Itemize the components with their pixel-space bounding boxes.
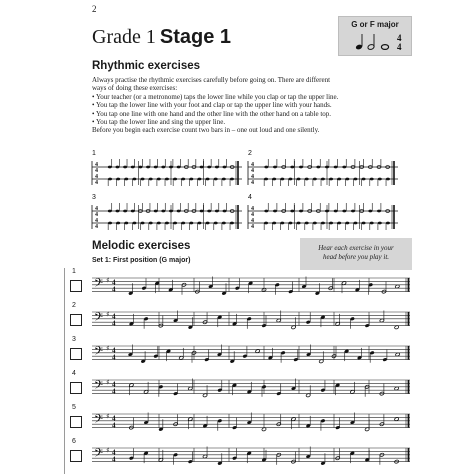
practice-checkbox[interactable] [70, 416, 82, 428]
rhythm-note [115, 166, 119, 169]
pulse-note [264, 222, 268, 225]
time-signature-top: 4 [251, 174, 254, 180]
practice-checkbox[interactable] [70, 314, 82, 326]
pulse-note [189, 222, 193, 225]
pulse-note [124, 222, 128, 225]
margin-rule [64, 268, 65, 474]
bass-clef-icon: 𝄢 [94, 276, 104, 293]
time-signature-bottom: 4 [95, 212, 98, 218]
pulse-note [132, 178, 136, 181]
pulse-note [264, 178, 268, 181]
melodic-staff-5 [92, 408, 412, 438]
crotchet-icon [355, 34, 363, 50]
rhythm-note [207, 166, 211, 169]
bass-clef-icon: 𝄢 [94, 378, 104, 395]
title-stage: Stage 1 [159, 26, 232, 48]
rhythm-note [368, 210, 372, 213]
rhythm-exercise-2 [248, 150, 398, 186]
time-signature-bottom: 4 [112, 353, 116, 362]
intro-line: • You tap the lower line with your foot and clap or tap the upper line with your hands. [92, 101, 332, 110]
pulse-note [272, 222, 276, 225]
pulse-note [305, 178, 309, 181]
rhythm-note [108, 210, 112, 213]
time-signature-top: 4 [112, 380, 116, 389]
rhythm-note [264, 210, 268, 213]
rhythm-note [115, 210, 119, 213]
pulse-note [321, 178, 325, 181]
rhythm-exercise-1 [92, 150, 242, 186]
rhythm-note [290, 166, 294, 169]
time-signature-bottom: 4 [251, 180, 254, 186]
pulse-note [206, 222, 210, 225]
rhythmic-intro [92, 76, 412, 135]
intro-line: • You tap the lower line and sing the upper line. [92, 118, 226, 127]
intro-line: • You tap one line with one hand and the other line with the other hand on a table top. [92, 109, 332, 118]
pulse-note [230, 178, 234, 181]
pulse-note [272, 178, 276, 181]
pulse-note [297, 222, 301, 225]
bass-clef-icon: 𝄢 [94, 412, 104, 429]
rhythm-note [108, 166, 112, 169]
pulse-note [370, 178, 374, 181]
rhythm-note [138, 166, 142, 169]
rhythm-note [334, 210, 338, 213]
pulse-note [214, 178, 218, 181]
pulse-note [173, 178, 177, 181]
rhythm-note [273, 166, 277, 169]
pulse-note [313, 222, 317, 225]
time-signature-bottom: 4 [112, 387, 116, 396]
pulse-note [157, 222, 161, 225]
time-signature-bottom: 4 [95, 180, 98, 186]
rhythm-exercise-3 [92, 194, 242, 230]
rhythm-note [290, 210, 294, 213]
time-signature-bottom: 4 [251, 168, 254, 174]
rhythm-note [161, 210, 165, 213]
rhythm-note [154, 210, 158, 213]
rhythmic-heading: Rhythmic exercises [92, 60, 201, 72]
pulse-note [353, 222, 357, 225]
rhythm-note [123, 166, 127, 169]
rhythm-note [299, 210, 303, 213]
time-signature-bottom: 4 [112, 285, 116, 294]
rhythm-note [223, 166, 227, 169]
pulse-note [280, 178, 284, 181]
time-signature-top: 4 [112, 448, 116, 457]
time-signature-top: 4 [95, 162, 98, 168]
melodic-exercise-number: 6 [72, 438, 76, 445]
pulse-note [165, 178, 169, 181]
melodic-exercise-number: 1 [72, 268, 76, 275]
rhythm-note [177, 210, 181, 213]
set-title: Set 1: First position (G major) [92, 257, 191, 264]
melodic-staff-6 [92, 442, 412, 472]
melodic-staff-2 [92, 306, 412, 336]
pulse-note [132, 222, 136, 225]
rhythm-exercise-number: 3 [92, 194, 96, 201]
pulse-note [157, 178, 161, 181]
pulse-note [197, 178, 201, 181]
practice-checkbox[interactable] [70, 280, 82, 292]
rhythm-note [123, 210, 127, 213]
rhythm-note [215, 210, 219, 213]
sharp-icon: ♯ [106, 276, 110, 285]
rhythm-note [215, 166, 219, 169]
sharp-icon: ♯ [106, 412, 110, 421]
rhythm-note [342, 166, 346, 169]
pulse-note [313, 178, 317, 181]
bass-clef-icon: 𝄢 [94, 310, 104, 327]
rhythm-note [334, 166, 338, 169]
pulse-note [222, 222, 226, 225]
rhythm-note [131, 166, 135, 169]
pulse-note [329, 178, 333, 181]
rhythm-note [207, 210, 211, 213]
melodic-exercise-number: 5 [72, 404, 76, 411]
rhythm-note [273, 210, 277, 213]
pulse-note [305, 222, 309, 225]
pulse-note [173, 222, 177, 225]
melodic-exercise-number: 2 [72, 302, 76, 309]
sharp-icon: ♯ [106, 378, 110, 387]
time-signature-top: 4 [112, 346, 116, 355]
rhythm-exercise-4 [248, 194, 398, 230]
rhythm-note [154, 166, 158, 169]
rhythm-note [351, 210, 355, 213]
rhythm-note [161, 166, 165, 169]
pulse-note [124, 178, 128, 181]
rhythm-note [342, 210, 346, 213]
time-signature-bottom: 4 [251, 212, 254, 218]
rhythm-note [223, 210, 227, 213]
hear-line: Hear each exercise in your [318, 244, 394, 252]
melodic-staff-4 [92, 374, 412, 404]
pulse-note [378, 178, 382, 181]
practice-checkbox[interactable] [70, 382, 82, 394]
hear-line: head before you play it. [322, 253, 390, 261]
melodic-heading: Melodic exercises [92, 240, 191, 252]
key-info-box [338, 16, 412, 56]
sharp-icon: ♯ [106, 446, 110, 455]
rhythm-note [377, 210, 381, 213]
pulse-note [378, 222, 382, 225]
pulse-note [189, 178, 193, 181]
pulse-note [386, 222, 390, 225]
pulse-note [149, 178, 153, 181]
time-signature-bottom: 4 [95, 168, 98, 174]
pulse-note [165, 222, 169, 225]
rhythm-note [299, 166, 303, 169]
pulse-note [362, 222, 366, 225]
rhythmic-exercises-grid [0, 145, 474, 235]
time-signature-bottom: 4 [95, 224, 98, 230]
hear-instruction-box [300, 238, 412, 270]
pulse-note [206, 178, 210, 181]
time-signature-bottom: 4 [112, 455, 116, 464]
pulse-note [345, 178, 349, 181]
bass-clef-icon: 𝄢 [94, 446, 104, 463]
pulse-note [345, 222, 349, 225]
pulse-note [141, 178, 145, 181]
page-title [92, 26, 231, 49]
key-label: G or F major [351, 20, 399, 29]
pulse-note [214, 222, 218, 225]
pulse-note [370, 222, 374, 225]
time-signature-top: 4 [112, 414, 116, 423]
pulse-note [386, 178, 390, 181]
time-signature-top: 4 [251, 218, 254, 224]
rhythm-note [200, 166, 204, 169]
rhythm-exercise-number: 4 [248, 194, 252, 201]
practice-checkbox[interactable] [70, 348, 82, 360]
pulse-note [353, 178, 357, 181]
pulse-note [329, 222, 333, 225]
rhythm-note [316, 166, 320, 169]
bass-clef-icon: 𝄢 [94, 344, 104, 361]
pulse-note [288, 178, 292, 181]
pulse-note [108, 178, 112, 181]
rhythm-note [146, 166, 150, 169]
pulse-note [337, 178, 341, 181]
intro-line: Before you begin each exercise count two bars in – one out loud and one silently. [92, 126, 320, 135]
time-signature-top: 4 [95, 174, 98, 180]
pulse-note [230, 222, 234, 225]
pulse-note [222, 178, 226, 181]
melodic-exercise-number: 4 [72, 370, 76, 377]
time-signature-bottom: 4 [251, 224, 254, 230]
page-number: 2 [92, 4, 97, 14]
pulse-note [288, 222, 292, 225]
rhythm-note [131, 210, 135, 213]
rhythm-exercise-number: 1 [92, 150, 96, 157]
pulse-note [116, 222, 120, 225]
time-signature-top: 4 [95, 218, 98, 224]
title-grade: Grade 1 [92, 26, 156, 48]
pulse-note [149, 222, 153, 225]
pulse-note [116, 178, 120, 181]
time-signature-top: 4 [251, 206, 254, 212]
melodic-exercise-number: 3 [72, 336, 76, 343]
melodic-staff-3 [92, 340, 412, 370]
sharp-icon: ♯ [106, 310, 110, 319]
rhythm-exercise-number: 2 [248, 150, 252, 157]
pulse-note [280, 222, 284, 225]
pulse-note [362, 178, 366, 181]
pulse-note [197, 222, 201, 225]
time-signature-bottom: 4 [112, 319, 116, 328]
melodic-staff-1 [92, 272, 412, 302]
pulse-note [297, 178, 301, 181]
pulse-note [108, 222, 112, 225]
time-signature-bottom: 4 [112, 421, 116, 430]
intro-line: • Your teacher (or a metronome) taps the lower line while you clap or tap the upper line. [92, 92, 339, 101]
time-signature-top: 4 [112, 278, 116, 287]
time-signature-top: 4 [251, 162, 254, 168]
pulse-note [141, 222, 145, 225]
rhythm-note [264, 166, 268, 169]
pulse-note [321, 222, 325, 225]
intro-line: ways of doing these exercises: [92, 84, 178, 93]
pulse-note [181, 178, 185, 181]
svg-text:4: 4 [397, 33, 402, 43]
semibreve-icon [381, 45, 388, 50]
pulse-note [337, 222, 341, 225]
sharp-icon: ♯ [106, 344, 110, 353]
time-signature-top: 4 [95, 206, 98, 212]
minim-icon [367, 34, 375, 50]
practice-checkbox[interactable] [70, 450, 82, 462]
svg-text:4: 4 [397, 42, 402, 52]
rhythm-note [177, 166, 181, 169]
time-signature-top: 4 [112, 312, 116, 321]
rhythm-note [200, 210, 204, 213]
time-signature-icon [397, 33, 402, 52]
pulse-note [181, 222, 185, 225]
intro-line: Always practise the rhythmic exercises carefully before going on. There are different [92, 76, 331, 84]
note-values-icon [339, 31, 411, 55]
